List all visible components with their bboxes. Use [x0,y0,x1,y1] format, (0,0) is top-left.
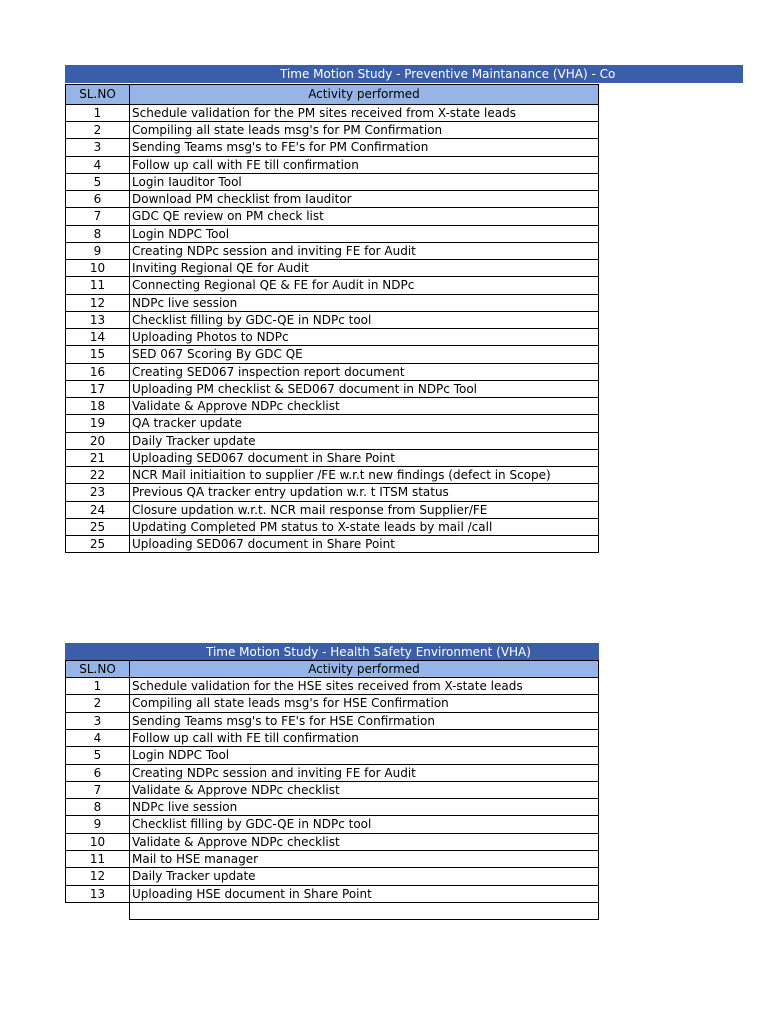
row-sl-no: 8 [65,799,130,816]
row-sl-no: 9 [65,816,130,833]
row-activity: Uploading HSE document in Share Point [130,886,599,903]
row-activity: Login NDPC Tool [130,226,599,243]
row-sl-no: 9 [65,243,130,260]
row-activity: Compiling all state leads msg's for PM Confirmation [130,122,599,139]
row-sl-no: 25 [65,536,130,553]
row-activity: Closure updation w.r.t. NCR mail response from Supplier/FE [130,502,599,519]
row-sl-no: 19 [65,415,130,432]
row-sl-no: 12 [65,295,130,312]
row-sl-no: 7 [65,782,130,799]
row-sl-no: 12 [65,868,130,885]
table-title-bar [65,643,599,661]
row-sl-no: 4 [65,730,130,747]
row-activity: Mail to HSE manager [130,851,599,868]
row-activity: Follow up call with FE till confirmation [130,157,599,174]
row-sl-no: 4 [65,157,130,174]
row-activity: Creating SED067 inspection report document [130,364,599,381]
header-sl-no: SL.NO [65,660,130,678]
row-sl-no: 13 [65,312,130,329]
row-activity: Login NDPC Tool [130,747,599,764]
row-sl-no: 23 [65,484,130,501]
header-activity: Activity performed [129,84,599,105]
row-activity: Sending Teams msg's to FE's for HSE Confirmation [130,713,599,730]
row-activity [130,903,599,920]
row-activity: Previous QA tracker entry updation w.r. t ITSM status [130,484,599,501]
row-activity: NDPc live session [130,799,599,816]
row-sl-no: 20 [65,433,130,450]
row-sl-no: 16 [65,364,130,381]
row-divider [130,919,599,920]
row-sl-no: 11 [65,851,130,868]
row-activity: Checklist filling by GDC-QE in NDPc tool [130,816,599,833]
row-activity: Login Iauditor Tool [130,174,599,191]
row-sl-no: 24 [65,502,130,519]
row-activity: Uploading SED067 document in Share Point [130,536,599,553]
table-title: Time Motion Study - Preventive Maintanance (VHA) - Co [280,67,616,81]
row-sl-no: 22 [65,467,130,484]
row-sl-no: 3 [65,139,130,156]
row-sl-no: 1 [65,105,130,122]
row-sl-no: 10 [65,260,130,277]
row-sl-no: 11 [65,277,130,294]
table-title: Time Motion Study - Health Safety Environment (VHA) [206,645,531,659]
row-activity: Validate & Approve NDPc checklist [130,782,599,799]
row-sl-no: 7 [65,208,130,225]
row-activity: Compiling all state leads msg's for HSE Confirmation [130,695,599,712]
row-activity: NDPc live session [130,295,599,312]
row-sl-no: 5 [65,747,130,764]
row-activity: Download PM checklist from Iauditor [130,191,599,208]
row-activity: Validate & Approve NDPc checklist [130,834,599,851]
row-activity: Schedule validation for the HSE sites received from X-state leads [130,678,599,695]
row-sl-no: 13 [65,886,130,903]
row-sl-no: 6 [65,765,130,782]
row-activity: Uploading SED067 document in Share Point [130,450,599,467]
row-activity: Creating NDPc session and inviting FE for Audit [130,765,599,782]
row-sl-no: 2 [65,122,130,139]
row-sl-no: 17 [65,381,130,398]
row-sl-no: 18 [65,398,130,415]
row-sl-no: 15 [65,346,130,363]
row-activity: Follow up call with FE till confirmation [130,730,599,747]
row-activity: Schedule validation for the PM sites received from X-state leads [130,105,599,122]
row-activity: SED 067 Scoring By GDC QE [130,346,599,363]
row-sl-no: 14 [65,329,130,346]
row-activity: Sending Teams msg's to FE's for PM Confirmation [130,139,599,156]
row-divider [65,552,599,553]
row-activity: QA tracker update [130,415,599,432]
row-sl-no: 21 [65,450,130,467]
row-activity: NCR Mail initiaition to supplier /FE w.r.t new findings (defect in Scope) [130,467,599,484]
row-sl-no: 5 [65,174,130,191]
table-title-bar [65,65,743,83]
row-activity: Daily Tracker update [130,868,599,885]
row-activity: Updating Completed PM status to X-state leads by mail /call [130,519,599,536]
row-sl-no: 2 [65,695,130,712]
row-activity: Creating NDPc session and inviting FE for Audit [130,243,599,260]
row-activity: Daily Tracker update [130,433,599,450]
row-activity: Uploading PM checklist & SED067 document in NDPc Tool [130,381,599,398]
row-activity: Uploading Photos to NDPc [130,329,599,346]
row-activity: Validate & Approve NDPc checklist [130,398,599,415]
row-sl-no: 10 [65,834,130,851]
row-sl-no: 6 [65,191,130,208]
row-activity: GDC QE review on PM check list [130,208,599,225]
row-sl-no: 1 [65,678,130,695]
row-sl-no: 25 [65,519,130,536]
row-sl-no [65,903,130,920]
row-activity: Checklist filling by GDC-QE in NDPc tool [130,312,599,329]
header-activity: Activity performed [129,660,599,678]
row-activity: Connecting Regional QE & FE for Audit in NDPc [130,277,599,294]
row-activity: Inviting Regional QE for Audit [130,260,599,277]
header-sl-no: SL.NO [65,84,130,105]
row-sl-no: 8 [65,226,130,243]
row-sl-no: 3 [65,713,130,730]
